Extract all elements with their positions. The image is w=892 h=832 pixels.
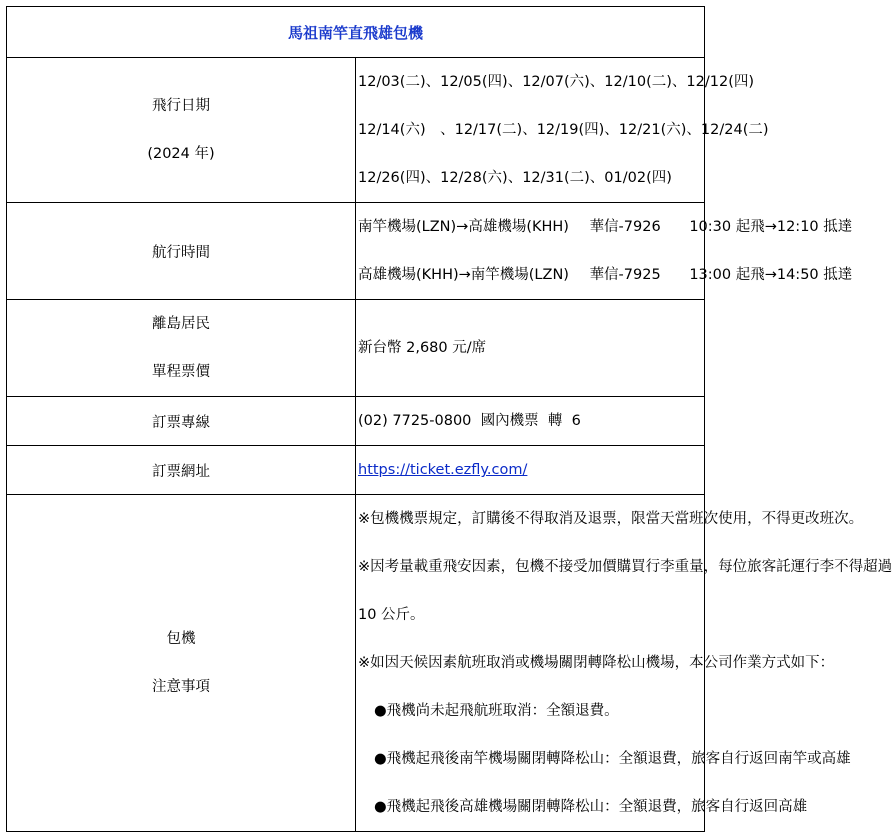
flight-number: 華信-7926 — [589, 219, 661, 235]
website-value — [356, 446, 705, 495]
flights-row — [7, 203, 705, 300]
date-line: 12/03(二)、12/05(四)、12/07(六)、12/10(二)、12/12(四) — [358, 74, 755, 90]
note-bullet: ●飛機尚未起飛航班取消：全額退費。 — [374, 703, 619, 719]
note-bullet: ●飛機起飛後南竿機場關閉轉降松山：全額退費，旅客自行返回南竿或高雄 — [374, 751, 851, 767]
dates-label-line: 飛行日期 — [152, 98, 210, 114]
title-row — [7, 7, 705, 58]
booking-website-link[interactable]: https://ticket.ezfly.com/ — [358, 462, 528, 478]
note-line: ※如因天候因素航班取消或機場關閉轉降松山機場，本公司作業方式如下： — [358, 655, 835, 671]
note-line: ※因考量載重飛安因素，包機不接受加價購買行李重量，每位旅客託運行李不得超過 — [358, 559, 892, 575]
phone-value — [356, 397, 705, 446]
dates-row — [7, 58, 705, 203]
fare-amount: 新台幣 2,680 元/席 — [358, 340, 487, 356]
flight-time: 10:30 起飛→12:10 抵達 — [689, 219, 853, 235]
flight-route: 高雄機場(KHH)→南竿機場(LZN) — [358, 267, 569, 283]
fare-row — [7, 300, 705, 397]
notes-value — [356, 495, 892, 832]
note-line: ※包機機票規定，訂購後不得取消及退票，限當天當班次使用，不得更改班次。 — [358, 511, 864, 527]
dates-value — [356, 58, 769, 203]
phone-number: (02) 7725-0800 國內機票 轉 6 — [358, 413, 581, 429]
fare-label — [7, 300, 356, 397]
phone-row — [7, 397, 705, 446]
notes-label-line: 注意事項 — [152, 679, 210, 695]
flight-line — [356, 251, 853, 299]
website-label: 訂票網址 — [7, 446, 356, 495]
dates-label — [7, 58, 356, 203]
note-bullet: ●飛機起飛後高雄機場關閉轉降松山：全額退費，旅客自行返回高雄 — [374, 799, 808, 815]
dates-label-year: (2024 年) — [147, 146, 215, 162]
notes-row — [7, 495, 705, 832]
fare-value — [356, 300, 705, 397]
table-title: 馬祖南竿直飛雄包機 — [7, 7, 705, 58]
flights-value — [356, 203, 853, 300]
notes-label — [7, 495, 356, 832]
flights-label: 航行時間 — [7, 203, 356, 300]
charter-info-table — [6, 6, 892, 832]
flight-route: 南竿機場(LZN)→高雄機場(KHH) — [358, 219, 569, 235]
website-line — [356, 446, 704, 494]
fare-label-line: 離島居民 — [152, 316, 210, 332]
phone-label: 訂票專線 — [7, 397, 356, 446]
note-line: 10 公斤。 — [358, 607, 425, 623]
fare-label-line: 單程票價 — [152, 364, 210, 380]
flight-time: 13:00 起飛→14:50 抵達 — [689, 267, 853, 283]
website-row — [7, 446, 705, 495]
flight-number: 華信-7925 — [589, 267, 661, 283]
date-line: 12/26(四)、12/28(六)、12/31(二)、01/02(四) — [358, 170, 672, 186]
flight-line — [356, 203, 853, 251]
notes-label-line: 包機 — [166, 631, 196, 647]
date-line: 12/14(六) 、12/17(二)、12/19(四)、12/21(六)、12/24(二) — [358, 122, 769, 138]
charter-flight-notice — [6, 6, 892, 832]
